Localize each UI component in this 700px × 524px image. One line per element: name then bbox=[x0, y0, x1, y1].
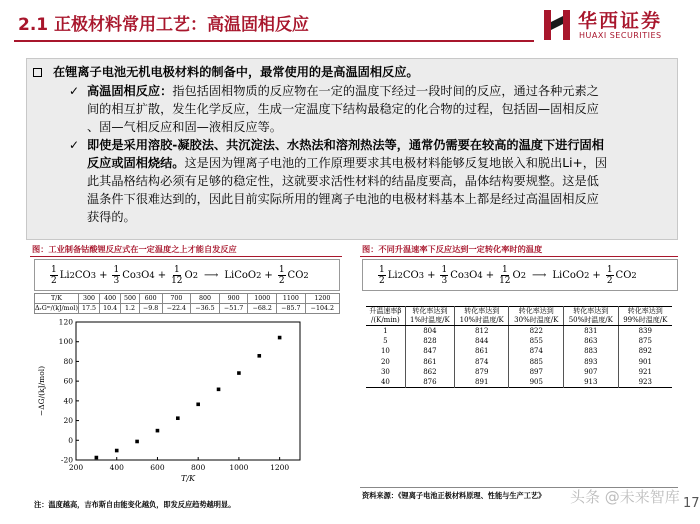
table-cell: −104.2 bbox=[305, 304, 339, 314]
item2-line5: 获得的。 bbox=[87, 210, 136, 224]
table-header-row bbox=[366, 307, 672, 326]
table-row bbox=[35, 294, 340, 304]
table-row bbox=[366, 367, 672, 377]
y-tick-label: 100 bbox=[58, 337, 73, 347]
right-caption-rule bbox=[360, 256, 678, 257]
table-cell: 500 bbox=[121, 294, 139, 304]
item2-line4: 温条件下很难达到的，因此目前实际所用的锂离子电池的电极材料基本上都是经过高温固相反应 bbox=[87, 192, 599, 206]
table-cell: ΔᵣGᵐ/(kJ/mol) bbox=[35, 305, 78, 312]
table-cell: −36.5 bbox=[191, 304, 220, 314]
logo-english-name: HUAXI SECURITIES bbox=[579, 31, 662, 40]
data-point bbox=[135, 440, 139, 444]
summary-lead: 在锂离子电池无机电极材料的制备中，最常使用的是高温固相反应。 bbox=[53, 65, 419, 79]
table-cell: −22.4 bbox=[162, 304, 191, 314]
table-cell: 885 bbox=[509, 357, 564, 367]
item2-line3: 此其晶格结构必须有足够的稳定性，这就要求活性材料的结晶度要高，晶体结构要规整。这是低 bbox=[87, 174, 599, 188]
y-tick-label: 0 bbox=[68, 435, 73, 445]
x-tick-label: 400 bbox=[109, 463, 124, 472]
item2-line1: 即使是采用溶胶-凝胶法、共沉淀法、水热法和溶剂热法等，通常仍需要在较高的温度下进行固相 bbox=[87, 138, 604, 152]
data-point bbox=[115, 449, 119, 453]
left-caption-rule bbox=[30, 256, 342, 257]
table-cell: 883 bbox=[564, 346, 619, 356]
x-tick-label: 600 bbox=[150, 463, 165, 472]
page-title: 2.1 正极材料常用工艺：高温固相反应 bbox=[18, 15, 310, 35]
source-note: 资料来源：《锂离子电池正极材料原理、性能与生产工艺》 bbox=[362, 491, 546, 500]
table-row bbox=[366, 336, 672, 346]
table-cell: 804 bbox=[405, 326, 454, 336]
table-row bbox=[35, 304, 340, 314]
table-cell: 839 bbox=[638, 326, 652, 335]
table-cell: 20 bbox=[366, 357, 405, 367]
logo-chinese-name: 华西证券 bbox=[578, 10, 663, 32]
y-tick-label: 120 bbox=[58, 317, 73, 327]
table-cell: 874 bbox=[509, 346, 564, 356]
table-cell: 861 bbox=[454, 346, 509, 356]
data-point bbox=[237, 371, 241, 375]
data-point bbox=[278, 336, 282, 340]
x-axis-label: T/K bbox=[180, 474, 196, 483]
table-header: 转化率达到 30%时温度/K bbox=[509, 307, 564, 326]
x-tick-label: 800 bbox=[191, 463, 206, 472]
table-cell: 863 bbox=[564, 336, 619, 346]
table-cell: 901 bbox=[638, 357, 652, 366]
table-cell: 897 bbox=[509, 367, 564, 377]
table-cell: 875 bbox=[638, 337, 652, 346]
table-row bbox=[366, 326, 672, 336]
table-cell: 1.2 bbox=[121, 304, 139, 314]
item1-line2: 间的相互扩散，发生化学反应，生成一定温度下结构最稳定的化合物的过程，包括固—固相反应 bbox=[87, 102, 599, 116]
gibbs-energy-scatter-chart bbox=[30, 314, 345, 492]
table-cell: 700 bbox=[162, 294, 191, 304]
table-cell: 892 bbox=[638, 347, 652, 356]
plot-frame bbox=[76, 322, 300, 460]
y-tick-label: -20 bbox=[60, 455, 73, 465]
table-cell: 1200 bbox=[305, 294, 339, 304]
table-cell: 879 bbox=[454, 367, 509, 377]
table-cell: 40 bbox=[366, 377, 405, 387]
table-cell: 1 bbox=[366, 326, 405, 336]
table-cell: 891 bbox=[454, 377, 509, 387]
table-cell: 900 bbox=[219, 294, 248, 304]
item1-line3: 、固—气相反应和固—液相反应等。 bbox=[87, 120, 282, 134]
table-cell: 862 bbox=[405, 367, 454, 377]
conversion-temperature-table bbox=[366, 306, 672, 388]
table-cell: 861 bbox=[405, 357, 454, 367]
summary-box bbox=[26, 58, 678, 240]
table-cell: 893 bbox=[564, 357, 619, 367]
table-cell: −51.7 bbox=[219, 304, 248, 314]
table-row bbox=[366, 346, 672, 356]
table-header: 转化率达到 99%时温度/K bbox=[618, 307, 672, 326]
table-cell: 923 bbox=[638, 378, 652, 387]
table-cell: 10.4 bbox=[100, 304, 121, 314]
table-row bbox=[366, 357, 672, 367]
table-cell: 876 bbox=[405, 377, 454, 387]
table-cell: 5 bbox=[366, 336, 405, 346]
table-cell: 905 bbox=[509, 377, 564, 387]
table-cell: 812 bbox=[454, 326, 509, 336]
data-point bbox=[217, 388, 221, 392]
item1-line1: 高温固相反应：指包括固相物质的反应物在一定的温度下经过一段时间的反应，通过各种元素之 bbox=[87, 84, 599, 98]
right-figure-caption: 图：不同升温速率下反应达到一定转化率时的温度 bbox=[362, 244, 543, 254]
check-icon: ✓ bbox=[69, 138, 80, 152]
table-cell: 831 bbox=[564, 326, 619, 336]
y-tick-label: 20 bbox=[63, 416, 73, 426]
table-row bbox=[366, 377, 672, 387]
table-header: 转化率达到 10%时温度/K bbox=[454, 307, 509, 326]
table-header: 升温速率β /(K/min) bbox=[366, 307, 405, 326]
data-point bbox=[196, 403, 200, 407]
table-cell: 1000 bbox=[248, 294, 277, 304]
title-rule bbox=[14, 40, 534, 42]
data-point bbox=[257, 354, 261, 358]
huaxi-logo-icon bbox=[542, 8, 572, 42]
table-cell: 913 bbox=[564, 377, 619, 387]
y-tick-label: 40 bbox=[63, 396, 73, 406]
table-cell: 1100 bbox=[277, 294, 306, 304]
x-tick-label: 200 bbox=[68, 463, 84, 472]
table-cell: 300 bbox=[78, 294, 99, 304]
table-cell: 907 bbox=[564, 367, 619, 377]
table-cell: 822 bbox=[509, 326, 564, 336]
table-cell: 921 bbox=[638, 368, 652, 377]
table-cell: 844 bbox=[454, 336, 509, 346]
right-reaction-equation: $\frac{1}{2}$ Li 2 CO 3 + $\frac{1}{3}$ Co 3 O 4 + $\frac{1}{12}$ O 2 ⟶ LiCoO 2 + $\frac{1}{2}$ CO 2 bbox=[379, 264, 637, 286]
table-cell: 600 bbox=[139, 294, 162, 304]
left-figure-caption: 图：工业制备钴酸锂反应式在一定温度之上才能自发反应 bbox=[32, 244, 237, 254]
table-cell: −85.7 bbox=[277, 304, 306, 314]
gibbs-energy-table bbox=[34, 293, 340, 314]
x-tick-label: 1000 bbox=[229, 463, 249, 472]
table-cell: −9.8 bbox=[139, 304, 162, 314]
table-cell: −68.2 bbox=[248, 304, 277, 314]
y-tick-label: 80 bbox=[63, 356, 73, 366]
left-reaction-equation: $\frac{1}{2}$ Li 2 CO 3 + $\frac{1}{3}$ Co 3 O 4 + $\frac{1}{12}$ O 2 ⟶ LiCoO 2 + $\frac{1}{2}$ CO 2 bbox=[51, 264, 309, 286]
data-point bbox=[95, 456, 99, 460]
table-cell: 30 bbox=[366, 367, 405, 377]
table-cell: 800 bbox=[191, 294, 220, 304]
table-cell: T/K bbox=[35, 294, 79, 304]
y-tick-label: 60 bbox=[63, 376, 73, 386]
table-cell: 10 bbox=[366, 346, 405, 356]
x-tick-label: 1200 bbox=[270, 463, 290, 472]
table-cell: 828 bbox=[405, 336, 454, 346]
item2-line2: 反应或固相烧结。这是因为锂离子电池的工作原理要求其电极材料能够反复地嵌入和脱出Li+，因 bbox=[87, 156, 608, 170]
table-cell: 855 bbox=[509, 336, 564, 346]
page-number: 17 bbox=[683, 496, 700, 511]
table-header: 转化率达到 50%时温度/K bbox=[564, 307, 619, 326]
data-point bbox=[176, 416, 180, 420]
table-header: 转化率达到 1%时温度/K bbox=[405, 307, 454, 326]
table-cell: 400 bbox=[100, 294, 121, 304]
data-point bbox=[156, 429, 160, 433]
left-figure-note: 注：温度越高，吉布斯自由能变化越负，即发反应趋势越明显。 bbox=[34, 500, 236, 509]
table-cell: 847 bbox=[405, 346, 454, 356]
square-bullet-icon bbox=[33, 68, 42, 77]
watermark: 头条 @未来智库 bbox=[570, 488, 680, 506]
huaxi-logo bbox=[542, 6, 692, 46]
table-cell: 17.5 bbox=[78, 304, 99, 314]
table-cell: 874 bbox=[454, 357, 509, 367]
check-icon: ✓ bbox=[69, 84, 80, 98]
y-axis-label: −ΔG/(kJ/mol) bbox=[37, 365, 46, 417]
